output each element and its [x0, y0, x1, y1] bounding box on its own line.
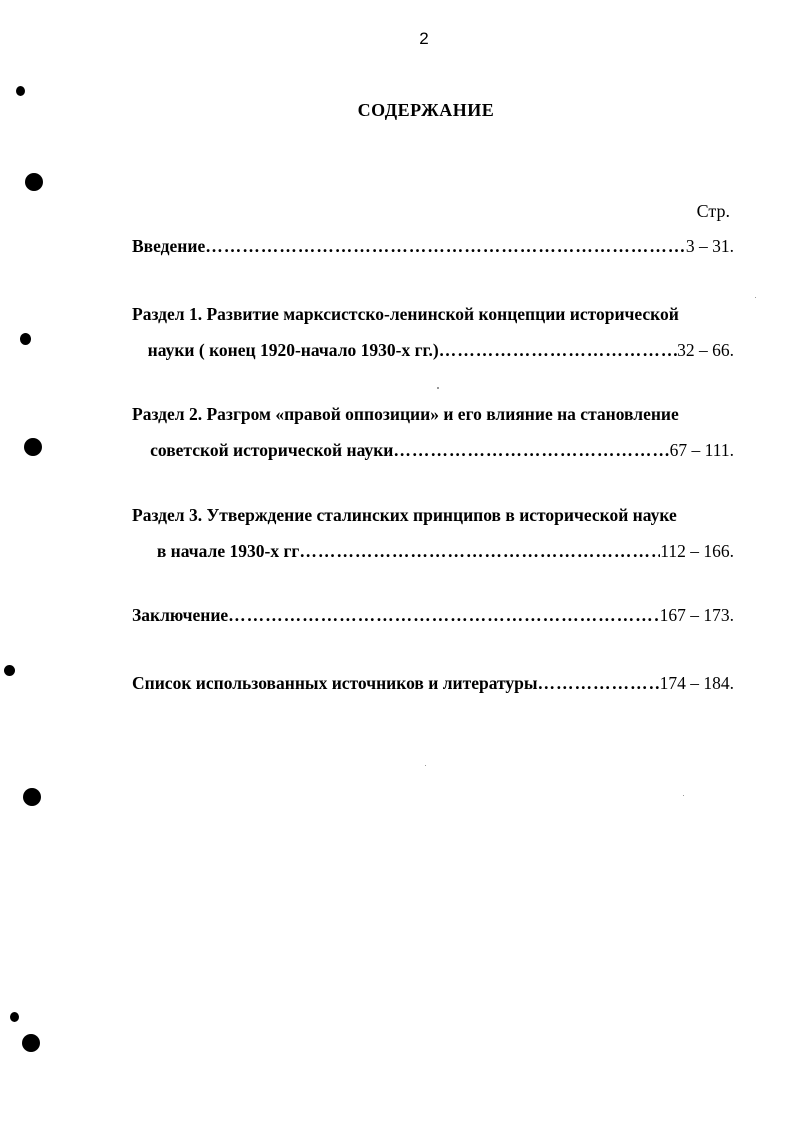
toc-entry-title-line: Раздел 2. Разгром «правой оппозиции» и его влияние на становление	[132, 404, 679, 424]
punch-hole-mark	[10, 1012, 19, 1022]
punch-hole-mark	[20, 333, 31, 345]
punch-hole	[25, 173, 43, 191]
pages-column-header: Стр.	[696, 201, 730, 221]
dot-leader	[228, 597, 659, 633]
toc-entry-label: Список использованных источников и литературы	[132, 673, 538, 693]
toc-entry-label: Заключение	[132, 605, 229, 625]
toc-entry-title-line: Раздел 3. Утверждение сталинских принципов в исторической науке	[132, 505, 677, 525]
toc-entry-title-continuation: советской исторической науки	[150, 440, 394, 460]
page-title: СОДЕРЖАНИЕ	[357, 100, 495, 120]
punch-hole	[22, 1034, 40, 1052]
dot-leader	[393, 432, 669, 468]
toc-entry-pages: 167 – 173.	[659, 605, 734, 625]
toc-entry-intro	[132, 228, 734, 264]
punch-hole	[24, 438, 42, 456]
scan-speck	[425, 765, 426, 766]
toc-entry-pages: 112 – 166.	[660, 541, 734, 561]
toc-entry-conclusion	[132, 597, 734, 633]
page-number: 2	[419, 29, 429, 48]
scan-speck	[683, 795, 684, 796]
toc-entry-pages: 67 – 111.	[669, 440, 734, 460]
punch-hole-mark	[16, 86, 25, 96]
dot-leader	[299, 533, 660, 569]
toc-entry-pages: 174 – 184.	[659, 673, 734, 693]
toc-entry-pages: 32 – 66.	[677, 340, 734, 360]
scan-speck	[437, 387, 439, 389]
dot-leader	[538, 665, 660, 701]
dot-leader	[439, 332, 677, 368]
toc-entry-bibliography	[132, 665, 734, 701]
toc-entry-section-3	[132, 497, 734, 569]
dot-leader	[205, 228, 686, 264]
scan-speck	[755, 297, 756, 298]
punch-hole	[23, 788, 41, 806]
toc-entry-title-continuation: науки ( конец 1920-начало 1930-х гг.)	[147, 340, 439, 360]
punch-hole-mark	[4, 665, 15, 676]
toc-entry-title-continuation: в начале 1930-х гг	[156, 541, 300, 561]
toc-entry-title-line: Раздел 1. Развитие марксистско-ленинской концепции исторической	[132, 304, 679, 324]
toc-entry-pages: 3 – 31.	[685, 236, 734, 256]
toc-entry-label: Введение	[132, 236, 206, 256]
toc-entry-section-2	[132, 396, 734, 468]
toc-entry-section-1	[132, 296, 734, 368]
